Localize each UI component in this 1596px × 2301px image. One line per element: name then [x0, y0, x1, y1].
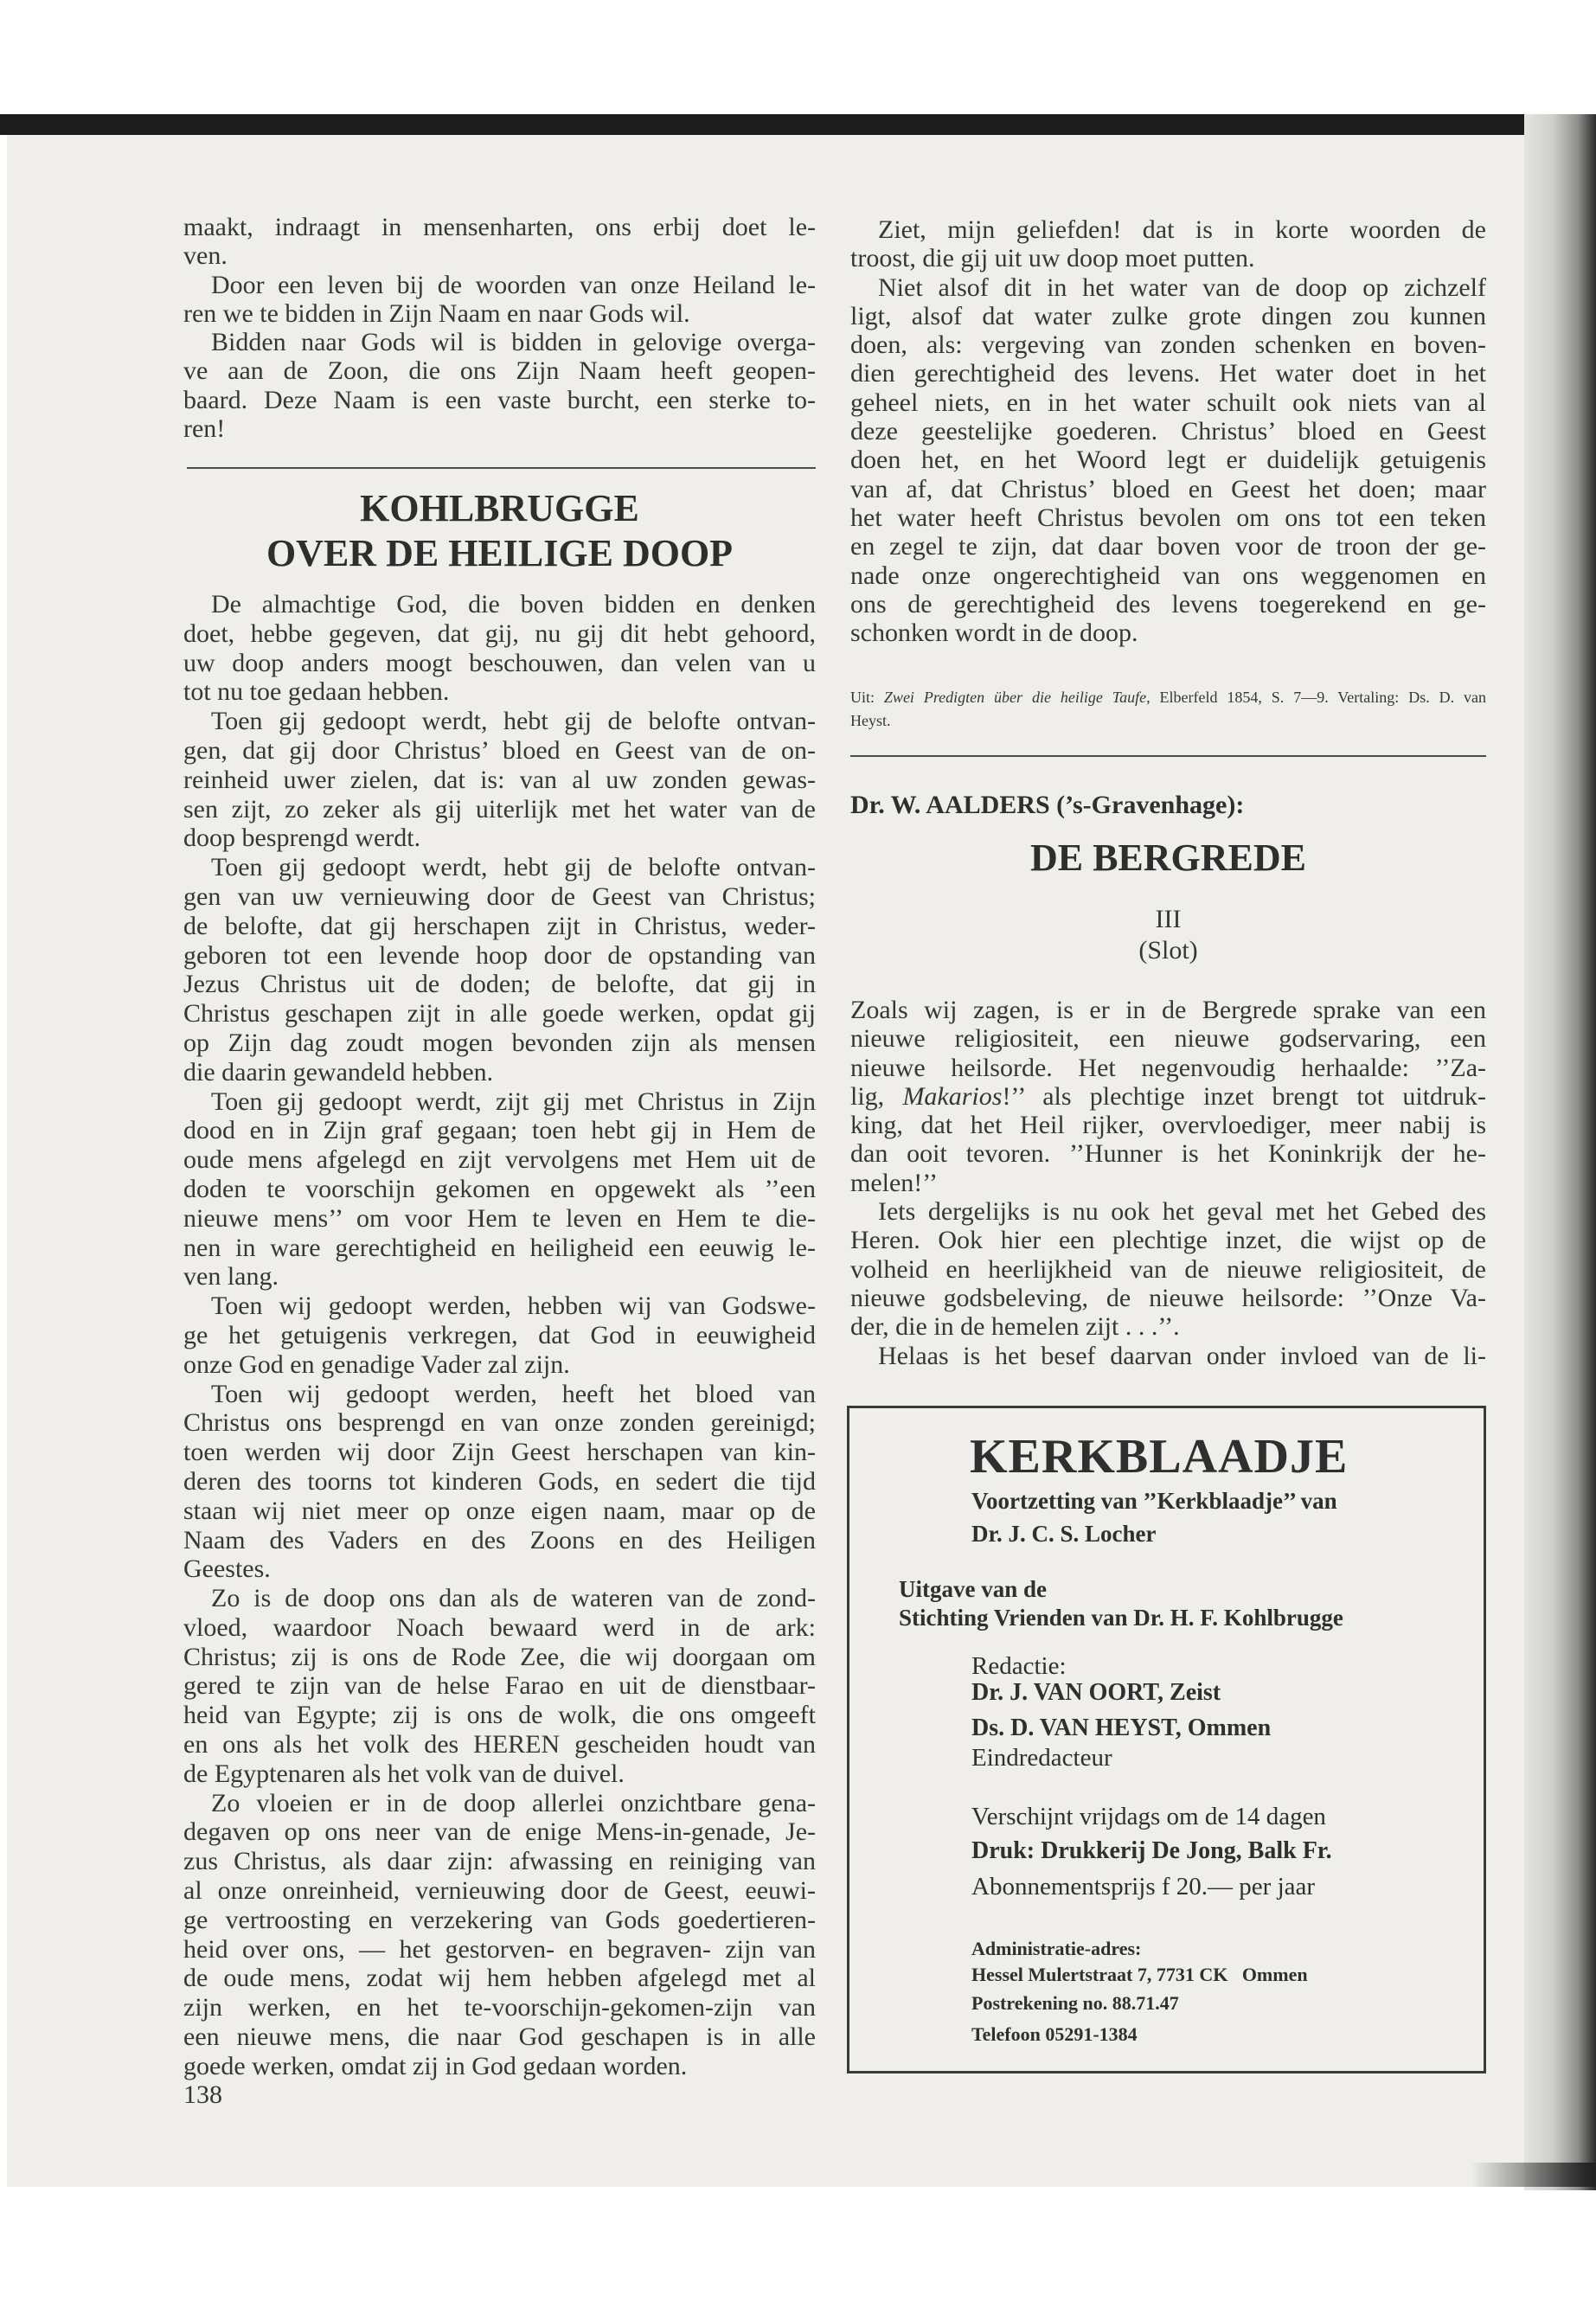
paragraph	[850, 996, 1486, 1197]
text-line: baard. Deze Naam is een vaste burcht, een sterke to-	[183, 385, 816, 414]
colophon-editors-label: Redactie:	[971, 1652, 1067, 1680]
text-line: Toen gij gedoopt werdt, hebt gij de belofte ontvan-	[211, 707, 816, 736]
text-line: king, dat het Heil rijker, overvloediger, meer nabij is	[850, 1111, 1486, 1140]
text-line: ren we te bidden in Zijn Naam en naar Gods wil.	[183, 298, 690, 328]
section-divider	[850, 755, 1486, 757]
article-author: Dr. W. AALDERS (’s-Gravenhage):	[850, 791, 1245, 819]
text-line: vloed, waardoor Noach bewaard werd in de ark:	[183, 1612, 816, 1642]
paragraph	[183, 328, 816, 443]
colophon-founder: Dr. J. C. S. Locher	[971, 1521, 1157, 1547]
text-line: nen in ware gerechtigheid en heiligheid een eeuwig le-	[183, 1233, 816, 1262]
italic-text: Zwei Predigten über die heilige Taufe	[883, 689, 1147, 706]
text-line: en ons als het volk des HEREN gescheiden houdt van	[183, 1730, 816, 1759]
text-line: volheid en heerlijkheid van de nieuwe religiositeit, de	[850, 1254, 1486, 1284]
text-line: de Egyptenaren als het volk van de duivel.	[183, 1759, 625, 1788]
text-line: heid van Egypte; zij is ons de wolk, die ons omgeeft	[183, 1701, 816, 1730]
colophon-printer: Druk: Drukkerij De Jong, Balk Fr.	[971, 1837, 1332, 1864]
text-line: Naam des Vaders en des Zoons en des Heiligen	[183, 1525, 816, 1554]
text-line: op Zijn dag zoudt mogen bevonden zijn als mensen	[183, 1028, 816, 1057]
text-line: doen, als: vergeving van zonden schenken en boven-	[850, 330, 1486, 360]
text-line: onze God en genadige Vader zal zijn.	[183, 1349, 570, 1379]
text-line: geboren tot een levende hoop door de opstanding van	[183, 940, 816, 970]
text-line: dien gerechtigheid des levens. Het water doet in het	[850, 359, 1486, 388]
colophon-admin-address: Hessel Mulertstraat 7, 7731 CK Ommen	[971, 1964, 1308, 1985]
text-line: doen het, en het Woord legt er duidelijk getuigenis	[850, 445, 1486, 475]
text-line: Heren. Ook hier een plechtige inzet, die wijst op de	[850, 1226, 1486, 1255]
colophon-subscription-price: Abonnementsprijs f 20.— per jaar	[971, 1873, 1316, 1900]
text-line: Ziet, mijn geliefden! dat is in korte woorden de	[878, 215, 1486, 244]
text-line: degaven op ons neer van de enige Mens-in-genade, Je-	[183, 1817, 816, 1847]
left-column-intro-text	[183, 213, 816, 443]
text-line: Christus ons besprengd en van onze zonden gereinigd;	[183, 1408, 816, 1438]
right-column-article-continuation	[850, 215, 1486, 647]
text-line: gen, dat gij door Christus’ bloed en Geest van de on-	[183, 735, 816, 765]
text-line: nieuwe heilsorde. Het negenvoudig herhaalde: ’’Za-	[850, 1053, 1486, 1082]
italic-text: Makarios	[902, 1081, 1003, 1111]
text-line: maakt, indraagt in mensenharten, ons erbij doet le-	[183, 213, 816, 241]
text-line: goede werken, omdat zij in God gedaan worden.	[183, 2051, 688, 2080]
colophon-subtitle: Voortzetting van ’’Kerkblaadje’’ van	[971, 1488, 1337, 1514]
text-line: geheel niets, en in het water schuilt ook niets van al	[850, 388, 1486, 417]
text-line: deze geestelijke goederen. Christus’ bloed en Geest	[850, 417, 1486, 446]
paragraph	[183, 271, 816, 329]
article-heading-kohlbrugge	[183, 486, 816, 576]
text-line: ve aan de Zoon, die ons Zijn Naam heeft geopen-	[183, 356, 816, 386]
paragraph	[183, 1789, 816, 2081]
text-line	[850, 1082, 1486, 1111]
text-line: nieuwe religiositeit, een nieuwe godservaring, een	[850, 1024, 1486, 1054]
paragraph	[183, 590, 816, 707]
text-line: staan wij niet meer op onze eigen naam, maar op de	[183, 1496, 816, 1525]
text-line: toen werden wij door Zijn Geest herschapen van kin-	[183, 1438, 816, 1467]
text-line: tot nu toe gedaan hebben.	[183, 677, 450, 707]
scan-bottom-shadow	[1471, 2163, 1596, 2187]
colophon-publisher: Uitgave van de	[899, 1576, 1047, 1602]
text-line: al onze onreinheid, vernieuwing door de Geest, eeuwi-	[183, 1876, 816, 1906]
text-line: Zo vloeien er in de doop allerlei onzichtbare gena-	[211, 1788, 816, 1817]
text-line: heid over ons, — het gestorven- en begraven- zijn van	[183, 1934, 816, 1964]
text-line: ren!	[183, 414, 226, 444]
text-line: zus Christus, als daar zijn: afwassing en reiniging van	[183, 1847, 816, 1876]
text-line: ge vertroosting en verzekering van Gods goedertieren-	[183, 1905, 816, 1934]
kohlbrugge-article-body	[183, 590, 816, 2081]
section-divider	[187, 467, 816, 469]
text-line: reinheid uwer zielen, dat is: van al uw zonden gewas-	[183, 765, 816, 794]
text-line: Christus geschapen zijt in alle goede werken, opdat gij	[183, 999, 816, 1029]
text-line: ven.	[183, 241, 228, 271]
colophon-editor: Dr. J. VAN OORT, Zeist	[971, 1679, 1221, 1706]
article-part-note: (Slot)	[1138, 936, 1198, 965]
text-segment: Uit:	[850, 689, 884, 706]
text-line: van af, dat Christus’ bloed en Geest het doen; maar	[850, 474, 1486, 503]
text-line	[850, 686, 1486, 709]
text-line: Toen gij gedoopt werdt, hebt gij de belofte ontvan-	[211, 853, 816, 882]
text-line: ven lang.	[183, 1262, 279, 1292]
text-line: Bidden naar Gods wil is bidden in gelovige overga-	[211, 328, 816, 357]
text-segment: !’’ als plechtige inzet brengt tot uitdruk-	[1002, 1081, 1487, 1111]
colophon-giro-account: Postrekening no. 88.71.47	[971, 1992, 1179, 2014]
text-line: Door een leven bij de woorden van onze Heiland le-	[211, 270, 816, 299]
paragraph	[183, 213, 816, 271]
text-line: ge het getuigenis verkregen, dat God in eeuwigheid	[183, 1320, 816, 1349]
colophon-editor: Ds. D. VAN HEYST, Ommen	[971, 1715, 1272, 1741]
colophon-publisher-foundation: Stichting Vrienden van Dr. H. F. Kohlbrugge	[899, 1605, 1343, 1631]
text-line: Toen wij gedoopt werden, heeft het bloed van	[211, 1379, 816, 1408]
text-line: Helaas is het besef daarvan onder invloed van de li-	[878, 1341, 1486, 1370]
colophon-editor-role: Eindredacteur	[971, 1744, 1112, 1772]
paragraph	[183, 1292, 816, 1379]
text-line: Zo is de doop ons dan als de wateren van de zond-	[211, 1584, 816, 1613]
colophon-title: KERKBLAADJE	[970, 1430, 1349, 1484]
text-line: Geestes.	[183, 1554, 271, 1584]
text-line: Zoals wij zagen, is er in de Bergrede sprake van een	[850, 996, 1486, 1024]
article-heading-bergrede: DE BERGREDE	[1029, 836, 1307, 879]
text-line: nieuwe godsbeleving, de nieuwe heilsorde: ’’Onze Va-	[850, 1283, 1486, 1312]
paragraph	[850, 1197, 1486, 1341]
paragraph	[183, 1380, 816, 1585]
article-part-number: III	[1155, 905, 1182, 933]
text-line: doden te voorschijn gekomen en opgewekt als ’’een	[183, 1174, 816, 1203]
text-line: deren des toorns tot kinderen Gods, en sedert die tijd	[183, 1466, 816, 1496]
text-line: uw doop anders moogt beschouwen, dan velen van u	[183, 648, 816, 677]
bergrede-article-body	[850, 996, 1486, 1370]
paragraph	[183, 853, 816, 1086]
paragraph	[183, 707, 816, 853]
text-line: nade onze ongerechtigheid van ons weggenomen en	[850, 561, 1486, 590]
text-line: zijn werken, en het te-voorschijn-gekomen-zijn van	[183, 1993, 816, 2022]
page-number: 138	[183, 2080, 222, 2109]
heading-line: KOHLBRUGGE	[360, 487, 639, 529]
text-line: dan ooit tevoren. ’’Hunner is het Koninkrijk der he-	[850, 1139, 1486, 1169]
text-line: schonken wordt in de doop.	[850, 619, 1138, 648]
colophon-admin-label: Administratie-adres:	[971, 1938, 1142, 1959]
paragraph	[850, 215, 1486, 273]
text-line: doet, hebbe gegeven, dat gij, nu gij dit hebt gehoord,	[183, 619, 816, 648]
paragraph	[850, 1342, 1486, 1370]
text-line: Heyst.	[850, 712, 891, 729]
text-line: De almachtige God, die boven bidden en denken	[211, 590, 816, 619]
text-line: een nieuwe mens, die naar God geschapen is in alle	[183, 2022, 816, 2052]
text-line: Christus; zij is ons de Rode Zee, die wij doorgaan om	[183, 1642, 816, 1671]
text-line: Iets dergelijks is nu ook het geval met het Gebed des	[878, 1197, 1486, 1227]
text-line: sen zijt, zo zeker als gij uiterlijk met het water van de	[183, 794, 816, 824]
text-segment: lig,	[850, 1081, 903, 1111]
text-line: het water heeft Christus bevolen om ons tot een teken	[850, 503, 1486, 532]
text-line: ligt, alsof dat water zulke grote dingen zou kunnen	[850, 301, 1486, 330]
heading-line: OVER DE HEILIGE DOOP	[266, 532, 734, 574]
text-line: oude mens afgelegd en zijt vervolgens met Hem uit de	[183, 1145, 816, 1175]
text-line: dood en in Zijn graf gegaan; toen hebt gij in Hem de	[183, 1116, 816, 1145]
colophon-phone: Telefoon 05291-1384	[971, 2023, 1138, 2045]
text-line: nieuwe mens’’ om voor Hem te leven en Hem te die-	[183, 1203, 816, 1233]
text-line: der, die in de hemelen zijt . . .’’.	[850, 1312, 1180, 1342]
text-line: Niet alsof dit in het water van de doop op zichzelf	[878, 272, 1486, 302]
text-line: Jezus Christus uit de doden; de belofte, dat gij in	[183, 970, 816, 999]
scan-top-border	[0, 114, 1596, 135]
text-line: de oude mens, zodat wij hem hebben afgelegd met al	[183, 1964, 816, 1993]
text-line: gen van uw vernieuwing door de Geest van Christus;	[183, 881, 816, 911]
text-line: troost, die gij uit uw doop moet putten.	[850, 244, 1255, 273]
scan-right-edge-shadow	[1524, 114, 1596, 2190]
text-line: melen!’’	[850, 1168, 939, 1197]
colophon-frequency: Verschijnt vrijdags om de 14 dagen	[971, 1803, 1326, 1830]
text-line: Toen gij gedoopt werdt, zijt gij met Christus in Zijn	[211, 1086, 816, 1116]
text-line: en zegel te zijn, dat daar boven voor de troon der ge-	[850, 532, 1486, 561]
paragraph	[850, 273, 1486, 648]
paragraph	[183, 1087, 816, 1292]
paragraph	[850, 686, 1486, 733]
text-line: Toen wij gedoopt werden, hebben wij van Godswe-	[211, 1292, 816, 1321]
text-line: doop besprengd werdt.	[183, 824, 421, 853]
text-line: die daarin gewandeld hebben.	[183, 1057, 494, 1086]
text-line: de belofte, dat gij herschapen zijt in Christus, weder-	[183, 911, 816, 940]
text-segment: , Elberfeld 1854, S. 7—9. Vertaling: Ds. D. van	[1146, 689, 1486, 706]
paragraph	[183, 1584, 816, 1789]
source-footnote	[850, 686, 1486, 733]
text-line: ons de gerechtigheid des levens toegerekend en ge-	[850, 589, 1486, 619]
text-line: gered te zijn van de helse Farao en uit de dienstbaar-	[183, 1671, 816, 1701]
